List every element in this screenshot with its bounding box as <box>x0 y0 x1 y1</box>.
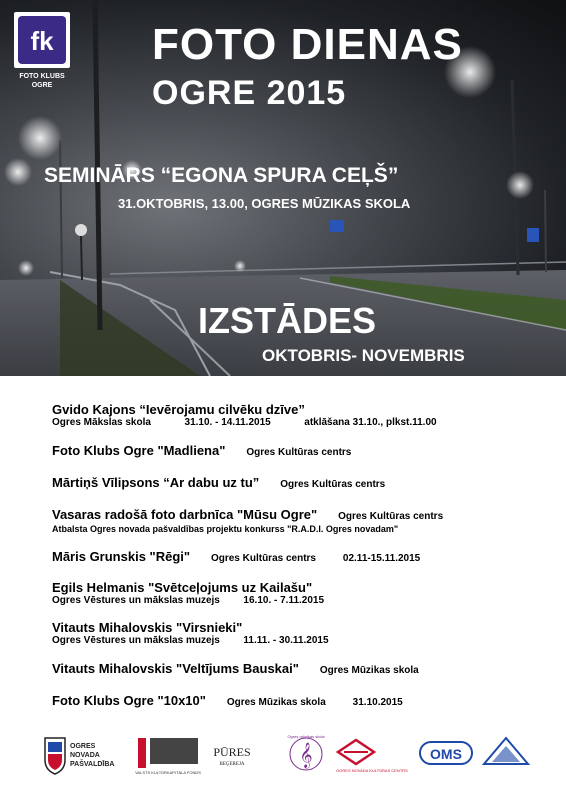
list-item <box>52 692 552 710</box>
foto-klubs-ogre-logo <box>14 12 70 68</box>
culture-center-logo <box>336 740 408 773</box>
ogre-line1: OGRES <box>70 743 96 750</box>
list-item <box>52 506 552 534</box>
list-item <box>52 580 552 606</box>
event-place: Ogres Kultūras centrs <box>210 553 316 564</box>
pures-name: PŪRES <box>213 745 251 759</box>
event-title: Gvido Kajons “Ievērojamu cilvēku dzīve” <box>52 402 305 417</box>
event-title: Vasaras radošā foto darbnīca "Mūsu Ogre" <box>52 507 318 522</box>
sponsor-logos <box>0 730 566 780</box>
svg-text:fk: fk <box>30 26 54 56</box>
event-dates: 31.10. - 14.11.2015 <box>184 417 271 428</box>
events-list <box>52 402 552 724</box>
music-clef-icon: 𝄞 <box>299 743 313 768</box>
pures-logo <box>213 745 250 767</box>
triangle-logo <box>484 738 528 764</box>
vkkf-logo <box>135 738 201 775</box>
list-item <box>52 442 552 460</box>
music-school-caption: Ogres mūzikas skola <box>287 734 325 739</box>
list-item <box>52 620 552 646</box>
event-title: Mārtiņš Vīlipsons “Ar dabu uz tu” <box>52 475 260 490</box>
logo-caption-line2: OGRE <box>31 82 53 89</box>
logo-caption-line1: FOTO KLUBS <box>19 73 65 80</box>
event-title: Egils Helmanis "Svētceļojums uz Kailašu" <box>52 580 313 595</box>
hero-photo <box>0 0 566 376</box>
event-place: Ogres Mūzikas skola <box>319 665 419 676</box>
exhibitions-period: OKTOBRIS- NOVEMBRIS <box>262 346 465 365</box>
fk-logo-icon <box>14 12 70 68</box>
list-item <box>52 548 552 566</box>
ogre-municipality-logo <box>45 738 114 774</box>
event-place: Ogres Kultūras centrs <box>338 511 444 522</box>
event-title: Foto Klubs Ogre "Madliena" <box>52 443 226 458</box>
page-title: FOTO DIENAS <box>152 20 463 69</box>
oms-logo <box>420 742 472 764</box>
event-title: Vitauts Mihalovskis "Virsnieki" <box>52 620 243 635</box>
pures-sub: BEĢEREJA <box>219 762 245 767</box>
event-place: Ogres Mūzikas skola <box>226 697 326 708</box>
event-title: Māris Grunskis "Rēgi" <box>52 549 191 564</box>
event-note: atklāšana 31.10., plkst.11.00 <box>304 417 437 428</box>
list-item <box>52 474 552 492</box>
event-place: Ogres Vēstures un mākslas muzejs <box>52 635 220 646</box>
music-school-logo <box>287 734 325 770</box>
seminar-title: SEMINĀRS “EGONA SPURA CEĻŠ” <box>44 164 399 187</box>
event-place: Ogres Mākslas skola <box>52 417 151 428</box>
logo-caption <box>8 72 76 90</box>
event-dates: 16.10. - 7.11.2015 <box>243 595 325 606</box>
list-item <box>52 660 552 678</box>
event-dates: 31.10.2015 <box>352 697 403 708</box>
event-title: Vitauts Mihalovskis "Veltījums Bauskai" <box>52 661 299 676</box>
ogre-line3: PAŠVALDĪBA <box>70 761 115 768</box>
exhibitions-heading: IZSTĀDES <box>198 300 377 341</box>
event-note: Atbalsta Ogres novada pašvaldības projektu konkurss "R.A.D.I. Ogres novadam" <box>52 524 399 534</box>
seminar-details: 31.OKTOBRIS, 13.00, OGRES MŪZIKAS SKOLA <box>118 196 411 211</box>
oms-text: OMS <box>430 746 462 762</box>
culture-center-caption: OGRES NOVADA KULTŪRAS CENTRS <box>336 768 408 773</box>
vkkf-caption: VALSTS KULTŪRKAPITĀLA FONDS <box>135 770 201 775</box>
event-dates: 02.11-15.11.2015 <box>342 553 421 564</box>
list-item <box>52 402 552 428</box>
event-place: Ogres Vēstures un mākslas muzejs <box>52 595 220 606</box>
page-subtitle: OGRE 2015 <box>152 74 347 112</box>
event-place: Ogres Kultūras centrs <box>280 479 386 490</box>
event-place: Ogres Kultūras centrs <box>246 447 352 458</box>
ogre-line2: NOVADA <box>70 752 100 759</box>
event-dates: 11.11. - 30.11.2015 <box>243 635 329 646</box>
sponsor-logos-strip <box>0 730 566 780</box>
event-title: Foto Klubs Ogre "10x10" <box>52 693 206 708</box>
